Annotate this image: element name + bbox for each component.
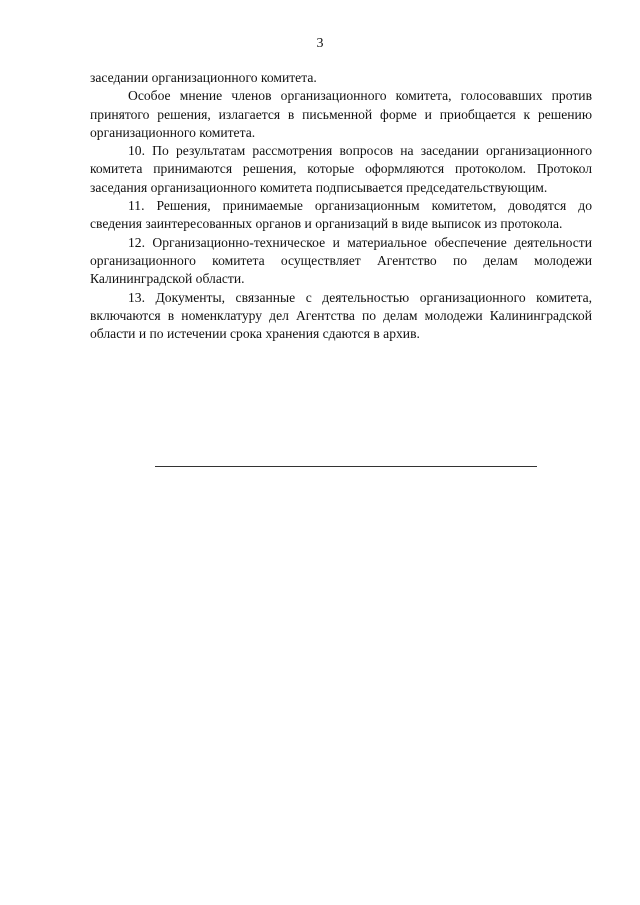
paragraph-dissenting-opinion: Особое мнение членов организационного комитета, голосовавших против принятого решения, излагается в письменной форме и приобщается к решению организационного комитета. bbox=[90, 88, 592, 140]
paragraph-continuation: заседании организационного комитета. bbox=[90, 70, 317, 85]
paragraph-item-13: 13. Документы, связанные с деятельностью организационного комитета, включаются в номенклатуру дел Агентства по делам молодежи Калининградской области и по истечении срока хранения сдаются в архив. bbox=[90, 289, 592, 342]
end-of-document-rule bbox=[155, 466, 537, 467]
document-body bbox=[90, 69, 592, 343]
page-number: 3 bbox=[316, 36, 324, 51]
paragraph-item-11: 11. Решения, принимаемые организационным комитетом, доводятся до сведения заинтересованных органов и организаций в виде выписок из протокола. bbox=[90, 198, 592, 232]
paragraph-item-12: 12. Организационно-техническое и материальное обеспечение деятельности организационного комитета осуществляет Агентство по делам молодежи Калининградской области. bbox=[90, 234, 592, 287]
paragraph-item-10: 10. По результатам рассмотрения вопросов на заседании организационного комитета принимаются решения, которые оформляются протоколом. Протокол заседания организационного комитета подписывается председательствующим. bbox=[90, 143, 592, 195]
